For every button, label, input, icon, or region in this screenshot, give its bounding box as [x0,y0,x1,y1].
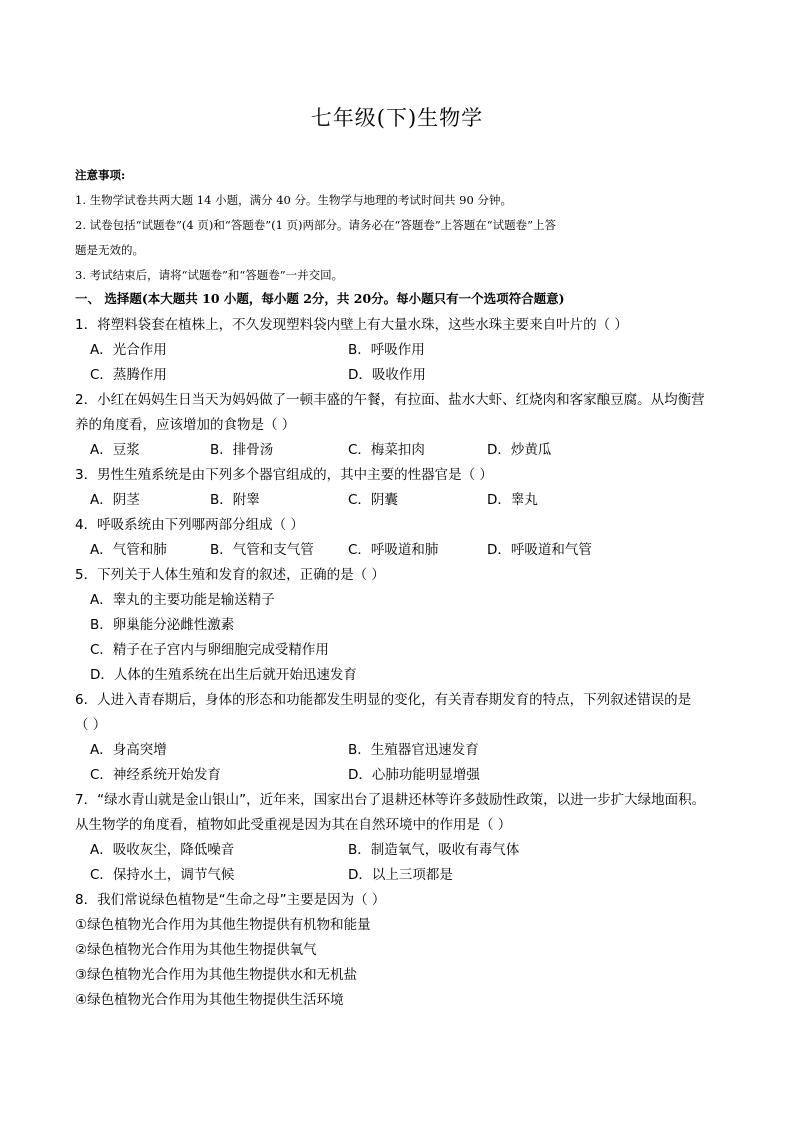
question-5-option-b: B．卵巢能分泌雌性激素 [90,617,235,633]
question-8-statement-1: ①绿色植物光合作用为其他生物提供有机物和能量 [75,917,371,933]
question-4-option-a: A．气管和肺 [90,542,167,558]
question-1-stem: 1．将塑料袋套在植株上，不久发现塑料袋内壁上有大量水珠，这些水珠主要来自叶片的（ ） [75,317,628,333]
question-3-option-a: A．阴茎 [90,492,140,508]
question-4-stem: 4．呼吸系统由下列哪两部分组成（ ） [75,517,304,533]
question-7-option-d: D．以上三项都是 [348,867,453,883]
question-2-option-b: B．排骨汤 [210,442,274,458]
question-3-stem: 3．男性生殖系统是由下列多个器官组成的，其中主要的性器官是（ ） [75,467,493,483]
question-1-option-a: A．光合作用 [90,342,167,358]
section-heading-choice: 一、 选择题(本大题共 10 小题，每小题 2分，共 20分。每小题只有一个选项符合题意) [75,291,565,306]
question-5-option-d: D．人体的生殖系统在出生后就开始迅速发育 [90,667,357,683]
question-7-stem-cont: 从生物学的角度看，植物如此受重视是因为其在自然环境中的作用是（ ） [75,817,512,833]
question-4-option-c: C．呼吸道和肺 [348,542,439,558]
question-3-option-b: B．附睾 [210,492,260,508]
notice-heading: 注意事项: [75,168,126,182]
question-6-stem-cont: （ ） [75,717,107,733]
question-1-option-d: D．吸收作用 [348,367,426,383]
question-5-option-c: C．精子在子宫内与卵细胞完成受精作用 [90,642,329,658]
question-2-stem: 2．小红在妈妈生日当天为妈妈做了一顿丰盛的午餐，有拉面、盐水大虾、红烧肉和客家酿豆腐。从均衡营 [75,392,705,408]
question-4-option-b: B．气管和支气管 [210,542,314,558]
page-title: 七年级(下)生物学 [310,106,484,130]
question-2-option-d: D．炒黄瓜 [487,442,552,458]
question-7-option-b: B．制造氧气，吸收有毒气体 [348,842,520,858]
question-2-option-a: A．豆浆 [90,442,140,458]
question-8-stem: 8．我们常说绿色植物是“生命之母”主要是因为（ ） [75,892,386,908]
notice-item-2-cont: 题是无效的。 [75,243,144,257]
question-6-option-b: B．生殖器官迅速发育 [348,742,479,758]
question-7-option-a: A．吸收灰尘，降低噪音 [90,842,235,858]
question-6-option-d: D．心肺功能明显增强 [348,767,480,783]
question-4-option-d: D．呼吸道和气管 [487,542,592,558]
question-2-option-c: C．梅菜扣肉 [348,442,425,458]
question-1-option-c: C．蒸腾作用 [90,367,167,383]
notice-item-3: 3. 考试结束后，请将“试题卷”和“答题卷”一并交回。 [75,268,344,282]
question-3-option-d: D．睾丸 [487,492,538,508]
question-7-stem: 7．“绿水青山就是金山银山”，近年来，国家出台了退耕还林等许多鼓励性政策，以进一步扩大绿地面积。 [75,792,706,808]
question-6-option-c: C．神经系统开始发育 [90,767,221,783]
question-8-statement-4: ④绿色植物光合作用为其他生物提供生活环境 [75,992,344,1008]
question-6-stem: 6．人进入青春期后，身体的形态和功能都发生明显的变化，有关青春期发育的特点，下列叙述错误的是 [75,692,692,708]
question-2-stem-cont: 养的角度看，应该增加的食物是（ ） [75,417,296,433]
question-7-option-c: C．保持水土，调节气候 [90,867,235,883]
question-3-option-c: C．阴囊 [348,492,398,508]
question-5-stem: 5．下列关于人体生殖和发育的叙述，正确的是（ ） [75,567,385,583]
notice-item-1: 1. 生物学试卷共两大题 14 小题，满分 40 分。生物学与地理的考试时间共 90 分钟。 [75,193,512,207]
question-1-option-b: B．呼吸作用 [348,342,425,358]
notice-item-2: 2. 试卷包括“试题卷”(4 页)和“答题卷”(1 页)两部分。请务必在“答题卷”上答题在“试题卷”上答 [75,218,557,232]
question-6-option-a: A．身高突增 [90,742,167,758]
question-8-statement-2: ②绿色植物光合作用为其他生物提供氧气 [75,942,317,958]
question-5-option-a: A．睾丸的主要功能是输送精子 [90,592,275,608]
question-8-statement-3: ③绿色植物光合作用为其他生物提供水和无机盐 [75,967,358,983]
